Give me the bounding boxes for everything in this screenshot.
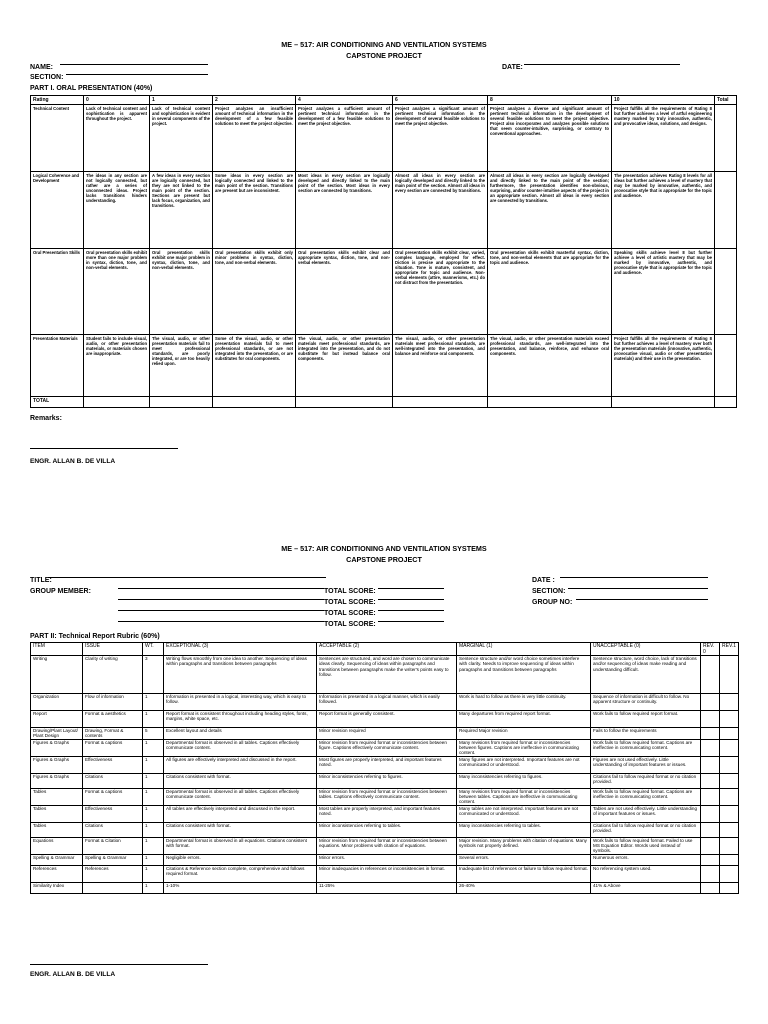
total-score-field[interactable] [378, 599, 444, 600]
member-name-field[interactable] [118, 599, 324, 600]
cell-marginal: Many inconsistencies referring to tables. [457, 822, 591, 837]
cell-rev1[interactable] [720, 837, 739, 854]
cell-item: Spelling & Grammar [31, 854, 83, 865]
cell-rev0[interactable] [701, 882, 720, 893]
cell-weight: 1 [143, 694, 164, 711]
rubric-row-presentation-materials [31, 335, 737, 397]
cell-item: Drawing/Plant Layout/ Plant Design [31, 728, 83, 740]
cell-issue: Spelling & Grammar [83, 854, 143, 865]
total-score-label: TOTAL SCORE: [324, 610, 376, 617]
rubric-cell: The visual, audio, or other presentation materials meet professional standards, are integrated into the presentation, and do not substitute for but instead balance oral components. [296, 335, 393, 397]
group-no-label: GROUP NO: [532, 599, 573, 606]
cell-weight: 1 [143, 854, 164, 865]
cell-rev0[interactable] [701, 711, 720, 728]
rubric-cell: Oral presentation skills exhibit one major problem in syntax, diction, tone, and non-verbal elements. [150, 249, 213, 335]
total-score-label: TOTAL SCORE: [324, 621, 376, 628]
cell-weight: 3 [143, 656, 164, 694]
cell-rev0[interactable] [701, 865, 720, 882]
cell-acceptable: Minor inadequacies in references or inconsistencies in format. [317, 865, 457, 882]
cell-unacceptable: Numerous errors. [591, 854, 701, 865]
cell-weight: 1 [143, 822, 164, 837]
cell-exceptional: Departmental format is observed in all equations. Citations consistent with format. [164, 837, 317, 854]
cell-exceptional: Report format is consistent throughout including heading styles, fonts, margins, white space, etc. [164, 711, 317, 728]
cell-issue: Flow of information [83, 694, 143, 711]
cell-issue: Citations [83, 822, 143, 837]
cell-unacceptable: Work fails to follow required format. Failed to use MS Equation Editor. Words used instead of symbols. [591, 837, 701, 854]
signatory-name: ENGR. ALLAN B. DE VILLA [30, 458, 116, 465]
header-score-6: 6 [393, 96, 488, 105]
cell-acceptable: Report format is generally consistent. [317, 711, 457, 728]
header-issue: ISSUE [83, 643, 143, 656]
total-score-label: TOTAL SCORE: [324, 599, 376, 606]
criterion-label: Presentation Materials [31, 335, 84, 397]
cell-weight: 1 [143, 805, 164, 822]
rubric-cell: Project analyzes an insufficient amount of technical information in the development of a few feasible solutions to meet the project objective. [213, 105, 296, 172]
rubric-cell: The visual, audio, or other presentation materials fail to meet professional standards, are poorly integrated, or are too heavily relied upon. [150, 335, 213, 397]
rubric-cell: Oral presentation skills exhibit masterful syntax, diction, tone, and non-verbal elements that are appropriate for the topic and audience. [488, 249, 612, 335]
cell-rev1[interactable] [720, 694, 739, 711]
rubric-cell: The visual, audio, or other presentation materials meet professional standards, are well-integrated into the presentation, and balance and reinforce oral components. [393, 335, 488, 397]
cell-marginal: Several errors. [457, 854, 591, 865]
cell-rev1[interactable] [720, 865, 739, 882]
total-cell[interactable] [488, 397, 612, 408]
cell-weight: 1 [143, 711, 164, 728]
header-total: Total [715, 96, 737, 105]
cell-marginal: Many revisions from required format or inconsistencies between tables. Captions are ineffective in communicating content. [457, 788, 591, 805]
total-cell[interactable] [296, 397, 393, 408]
rubric-cell: The ideas in any section are not logically connected, but rather are a series of unconnected ideas. Project lacks transitions hinders understanding. [84, 172, 150, 249]
page2-title-line2: CAPSTONE PROJECT [346, 555, 422, 564]
table-row [31, 788, 739, 805]
total-cell[interactable] [612, 397, 715, 408]
technical-report-rubric [30, 642, 739, 894]
member-name-field[interactable] [118, 621, 324, 622]
total-label: TOTAL [31, 397, 84, 408]
cell-issue: Effectiveness [83, 805, 143, 822]
cell-rev0[interactable] [701, 756, 720, 773]
cell-item: Organization [31, 694, 83, 711]
rubric-cell: Project fulfills all the requirements of Rating 8 but further achieves a level of mastery over both the presentation materials (innovative, authentic, provocative visual, audio or other presentation materials) and their use in the presentation. [612, 335, 715, 397]
cell-exceptional: Negligible errors. [164, 854, 317, 865]
cell-item: Tables [31, 805, 83, 822]
cell-item: Tables [31, 822, 83, 837]
cell-rev0[interactable] [701, 656, 720, 694]
rubric-cell: Project analyzes a diverse and significant amount of pertinent technical information in the development of several feasible solutions to meet the project objective. Project also incorporates and analyzes possible solutions that seem counter-intuitive, surprising, or contrary to conventional approaches. [488, 105, 612, 172]
signatory-name-2: ENGR. ALLAN B. DE VILLA [30, 971, 116, 978]
header-acceptable: ACCEPTABLE (2) [317, 643, 457, 656]
rubric-cell: A few ideas in every section are logically connected, but they are not linked to the main point of the section. Sections are present but lack focus, organization, and transitions. [150, 172, 213, 249]
cell-exceptional: Citations consistent with format. [164, 822, 317, 837]
rubric-row-technical-content [31, 105, 737, 172]
table-row [31, 694, 739, 711]
table-row [31, 773, 739, 788]
date-field[interactable] [524, 64, 680, 65]
group-member-label: GROUP MEMBER: [30, 588, 91, 595]
section-field-2[interactable] [568, 588, 708, 589]
cell-unacceptable: Work fails to follow required format. Captions are ineffective in communicating content. [591, 739, 701, 756]
rubric-total-row [31, 397, 737, 408]
cell-marginal: Major revision. Many problems with citation of equations. Many symbols not properly defined. [457, 837, 591, 854]
total-score-field[interactable] [378, 610, 444, 611]
signature-line-2 [30, 964, 208, 965]
cell-issue: Clarity of writing [83, 656, 143, 694]
title-field[interactable] [48, 577, 326, 578]
cell-rev1[interactable] [720, 728, 739, 740]
total-score-field[interactable] [378, 588, 444, 589]
cell-acceptable: Minor inconsistencies referring to tables. [317, 822, 457, 837]
rubric-cell: Oral presentation skills exhibit clear and appropriate syntax, diction, tone, and non-verbal elements. [296, 249, 393, 335]
cell-rev0[interactable] [701, 773, 720, 788]
table-row [31, 756, 739, 773]
header-weight: WT. [143, 643, 164, 656]
cell-acceptable: Minor errors. [317, 854, 457, 865]
cell-weight: 1 [143, 773, 164, 788]
cell-unacceptable: Sequence of information is difficult to follow. No apparent structure or continuity. [591, 694, 701, 711]
cell-exceptional: Information is presented in a logical, interesting way, which is easy to follow. [164, 694, 317, 711]
cell-acceptable: Sentences are structured, and word are chosen to communicate ideas clearly. Sequencing of ideas within paragraphs and transitions between paragraphs make the writer's points easy to follow. [317, 656, 457, 694]
total-cell[interactable] [84, 397, 150, 408]
cell-rev0[interactable] [701, 822, 720, 837]
cell-marginal: Required Major revision [457, 728, 591, 740]
cell-marginal: Work is hard to follow as there is very little continuity. [457, 694, 591, 711]
cell-marginal: Many departures from required report format. [457, 711, 591, 728]
cell-acceptable: Most tables are properly interpreted, and important features noted. [317, 805, 457, 822]
cell-rev0[interactable] [701, 837, 720, 854]
cell-acceptable: Most figures are properly interpreted, and important features noted. [317, 756, 457, 773]
rubric-cell: Student fails to include visual, audio, or other presentation materials, or materials chosen are inappropriate. [84, 335, 150, 397]
cell-item: Equations [31, 837, 83, 854]
section-field[interactable] [66, 74, 208, 75]
cell-rev1[interactable] [720, 739, 739, 756]
cell-issue [83, 882, 143, 893]
cell-unacceptable: Work fails to follow required report format. [591, 711, 701, 728]
cell-weight: 1 [143, 837, 164, 854]
total-cell[interactable] [715, 335, 737, 397]
cell-marginal: Many tables are not interpreted. Important features are not communicated or understood. [457, 805, 591, 822]
part2-label: PART II: Technical Report Rubric (60%) [30, 633, 160, 640]
total-cell[interactable] [715, 105, 737, 172]
name-label: NAME: [30, 64, 53, 71]
cell-rev0[interactable] [701, 788, 720, 805]
cell-unacceptable: Work fails to follow required format. Captions are ineffective in communicating content. [591, 788, 701, 805]
rubric-cell: The presentation achieves Rating 8 levels for all ideas but further achieves a level of mastery that may be marked by innovative, authentic, and provocative style that is appropriate for the topic and audience. [612, 172, 715, 249]
rubric-header-row [31, 643, 739, 656]
header-score-4: 4 [296, 96, 393, 105]
table-row [31, 854, 739, 865]
total-score-label: TOTAL SCORE: [324, 588, 376, 595]
header-rev1: REV.1 [720, 643, 739, 656]
header-rev0: REV. 0 [701, 643, 720, 656]
cell-item: Figures & Graphs [31, 739, 83, 756]
cell-issue: Effectiveness [83, 756, 143, 773]
cell-issue: Format & captions [83, 739, 143, 756]
cell-marginal: Inadequate list of references or failure to follow required format. [457, 865, 591, 882]
cell-weight: 1 [143, 865, 164, 882]
table-row [31, 739, 739, 756]
cell-rev1[interactable] [720, 805, 739, 822]
cell-unacceptable: Citations fail to follow required format or no citation provided. [591, 773, 701, 788]
rubric-cell: Some of the visual, audio, or other presentation materials fail to meet professional standards, or are not integrated into the presentation, or are substitutes for oral components. [213, 335, 296, 397]
cell-unacceptable: Figures are not used effectively. Little understanding of important features or issues. [591, 756, 701, 773]
cell-item: Figures & Graphs [31, 773, 83, 788]
cell-weight: 1 [143, 788, 164, 805]
rubric-header-row [31, 96, 737, 105]
group-no-field[interactable] [576, 599, 708, 600]
rubric-cell: Oral presentation skills exhibit only minor problems in syntax, diction, tone, and non-verbal elements. [213, 249, 296, 335]
cell-weight: 1 [143, 756, 164, 773]
remarks-label: Remarks: [30, 415, 62, 422]
cell-acceptable: Minor revision from required format or inconsistencies between equations. Minor problems with citation of equations. [317, 837, 457, 854]
header-score-1: 1 [150, 96, 213, 105]
cell-item: References [31, 865, 83, 882]
table-row [31, 711, 739, 728]
rubric-cell: Almost all ideas in every section are logically developed and directly linked to the main point of the section. Almost all ideas in every section are connected by transitions. [393, 172, 488, 249]
table-row [31, 822, 739, 837]
cell-rev0[interactable] [701, 694, 720, 711]
cell-acceptable: 11-25% [317, 882, 457, 893]
cell-marginal: Many revisions from required format or inconsistencies between figures. Captions are ineffective in communicating content. [457, 739, 591, 756]
cell-exceptional: All figures are effectively interpreted and discussed in the report. [164, 756, 317, 773]
cell-unacceptable: Fails to follow the requirements [591, 728, 701, 740]
cell-rev1[interactable] [720, 656, 739, 694]
cell-rev1[interactable] [720, 711, 739, 728]
rubric-cell: Almost all ideas in every section are logically developed and directly linked to the main point of the section; furthermore, the presentation identifies non-obvious, surprising, and/or counter-intuitive aspects of the project in an appropriate section. Almost all ideas in every section are connected by transitions. [488, 172, 612, 249]
rubric-cell: Project fulfills all the requirements of Rating 8 but further achieves a level of artful engineering mastery marked by truly innovative, authentic, and provocative ideas, solutions, and designs. [612, 105, 715, 172]
page2-title-line1: ME – 517: AIR CONDITIONING AND VENTILATION SYSTEMS [281, 544, 487, 553]
cell-weight: 1 [143, 882, 164, 893]
section-label-2: SECTION: [532, 588, 566, 595]
cell-acceptable: Minor revision required [317, 728, 457, 740]
cell-exceptional: Excellent layout and details [164, 728, 317, 740]
header-score-10: 10 [612, 96, 715, 105]
rubric-cell: Most ideas in every section are logically developed and directly linked to the main point of the section. Most ideas in every section are connected by transitions. [296, 172, 393, 249]
date-field-2[interactable] [560, 577, 708, 578]
rubric-cell: Project analyzes a significant amount of pertinent technical information in the development of several feasible solutions to meet the project objective. [393, 105, 488, 172]
oral-presentation-rubric [30, 95, 737, 408]
total-score-field[interactable] [378, 621, 444, 622]
header-score-8: 8 [488, 96, 612, 105]
cell-acceptable: Information is presented in a logical manner, which is easily followed. [317, 694, 457, 711]
header-rating: Rating [31, 96, 84, 105]
rubric-cell: Oral presentation skills exhibit clear, varied, complex language, employed for effect. Diction is precise and appropriate to the situation. Tone is mature, consistent, and appropriate for topic and audience. Non-verbal elements (attire, mannerisms, etc.) do not distract from the presentation. [393, 249, 488, 335]
table-row [31, 805, 739, 822]
header-exceptional: EXCEPTIONAL (3) [164, 643, 317, 656]
rubric-row-logical-coherence [31, 172, 737, 249]
total-cell[interactable] [213, 397, 296, 408]
rubric-cell: Oral presentation skills exhibit more than one major problem in syntax, diction, tone, and non-verbal elements. [84, 249, 150, 335]
cell-issue: Format & aesthetics [83, 711, 143, 728]
cell-exceptional: Departmental format is observed in all tables. Captions effectively communicate content. [164, 739, 317, 756]
criterion-label: Logical Coherence and Development [31, 172, 84, 249]
cell-marginal: Many inconsistencies referring to figures. [457, 773, 591, 788]
total-cell[interactable] [393, 397, 488, 408]
cell-item: Tables [31, 788, 83, 805]
table-row [31, 656, 739, 694]
date-label: DATE: [502, 64, 523, 71]
cell-rev1[interactable] [720, 882, 739, 893]
cell-exceptional: Departmental format is observed in all tables. Captions effectively communicate content. [164, 788, 317, 805]
cell-issue: Drawing, Format & contents [83, 728, 143, 740]
cell-unacceptable: 41% & Above [591, 882, 701, 893]
table-row [31, 865, 739, 882]
rubric-cell: Lack of technical content and sophistication is evident in several components of the project. [150, 105, 213, 172]
part1-label: PART I. ORAL PRESENTATION (40%) [30, 85, 153, 92]
cell-item: Writing [31, 656, 83, 694]
rubric-cell: Lack of technical content and sophistication is apparent throughout the project. [84, 105, 150, 172]
rubric-cell: Some ideas in every section are logically connected and linked to the main point of the section. Transitions are present but are inconsistent. [213, 172, 296, 249]
total-cell[interactable] [150, 397, 213, 408]
name-field[interactable] [60, 64, 208, 65]
header-marginal: MARGINAL (1) [457, 643, 591, 656]
cell-marginal: Many figures are not interpreted. Important features are not communicated or understood. [457, 756, 591, 773]
header-item: ITEM [31, 643, 83, 656]
rubric-cell: Project analyzes a sufficient amount of pertinent technical information in the development of a few feasible solutions to meet the project objective. [296, 105, 393, 172]
rubric-row-oral-skills [31, 249, 737, 335]
table-row [31, 837, 739, 854]
total-cell[interactable] [715, 249, 737, 335]
rubric-cell: The visual, audio, or other presentation materials exceed professional standards, are well-integrated into the presentation, and balance, reinforce, and enhance oral components. [488, 335, 612, 397]
header-unacceptable: UNACCEPTABLE (0) [591, 643, 701, 656]
header-score-0: 0 [84, 96, 150, 105]
cell-unacceptable: Sentence structure, word choice, lack of transitions and/or sequencing of ideas make reading and understanding difficult. [591, 656, 701, 694]
cell-issue: References [83, 865, 143, 882]
total-cell[interactable] [715, 397, 737, 408]
section-label: SECTION: [30, 74, 64, 81]
page1-title-line2: CAPSTONE PROJECT [346, 51, 422, 60]
criterion-label: Technical Content [31, 105, 84, 172]
member-name-field[interactable] [118, 588, 324, 589]
cell-exceptional: Citations consistent with format. [164, 773, 317, 788]
member-name-field[interactable] [118, 610, 324, 611]
cell-marginal: 26-40% [457, 882, 591, 893]
title-label: TITLE: [30, 577, 52, 584]
cell-rev0[interactable] [701, 805, 720, 822]
cell-rev1[interactable] [720, 788, 739, 805]
cell-issue: Citations [83, 773, 143, 788]
criterion-label: Oral Presentation Skills [31, 249, 84, 335]
cell-rev1[interactable] [720, 822, 739, 837]
table-row [31, 882, 739, 893]
cell-rev1[interactable] [720, 773, 739, 788]
cell-rev0[interactable] [701, 854, 720, 865]
table-row [31, 728, 739, 740]
cell-unacceptable: Citations fail to follow required format or no citation provided. [591, 822, 701, 837]
page1-title-line1: ME – 517: AIR CONDITIONING AND VENTILATION SYSTEMS [281, 40, 487, 49]
cell-exceptional: 1-10% [164, 882, 317, 893]
cell-weight: 1 [143, 739, 164, 756]
cell-unacceptable: Tables are not used effectively. Little understanding of important features or issues. [591, 805, 701, 822]
cell-rev1[interactable] [720, 854, 739, 865]
header-score-2: 2 [213, 96, 296, 105]
cell-issue: Format & Citation [83, 837, 143, 854]
cell-weight: 5 [143, 728, 164, 740]
cell-item: Similarity Index [31, 882, 83, 893]
cell-acceptable: Minor inconsistencies referring to figures. [317, 773, 457, 788]
cell-issue: Format & captions [83, 788, 143, 805]
cell-acceptable: Minor revision from required format or inconsistencies between figure. Captions effectively communicate content. [317, 739, 457, 756]
rubric-cell: Speaking skills achieve level 8 but further achieve a level of artistic mastery that may be marked by innovative, authentic, and provocative style that is appropriate for the topic and audience. [612, 249, 715, 335]
cell-exceptional: Writing flows smoothly from one idea to another. Sequencing of ideas within paragraphs and transitions between paragraphs [164, 656, 317, 694]
cell-item: Report [31, 711, 83, 728]
signature-line [30, 448, 178, 449]
cell-exceptional: Citations & Reference section complete, comprehensive and follows required format. [164, 865, 317, 882]
cell-marginal: Sentence structure and/or word choice sometimes interfere with clarity. Needs to improve sequencing of ideas within paragraphs and transitions between paragraphs [457, 656, 591, 694]
cell-acceptable: Minor revision from required format or inconsistencies between tables. Captions effectively communicate content. [317, 788, 457, 805]
cell-rev1[interactable] [720, 756, 739, 773]
cell-unacceptable: No referencing system used. [591, 865, 701, 882]
cell-rev0[interactable] [701, 739, 720, 756]
cell-rev0[interactable] [701, 728, 720, 740]
total-cell[interactable] [715, 172, 737, 249]
date-label-2: DATE : [532, 577, 555, 584]
cell-item: Figures & Graphs [31, 756, 83, 773]
cell-exceptional: All tables are effectively interpreted and discussed in the report. [164, 805, 317, 822]
